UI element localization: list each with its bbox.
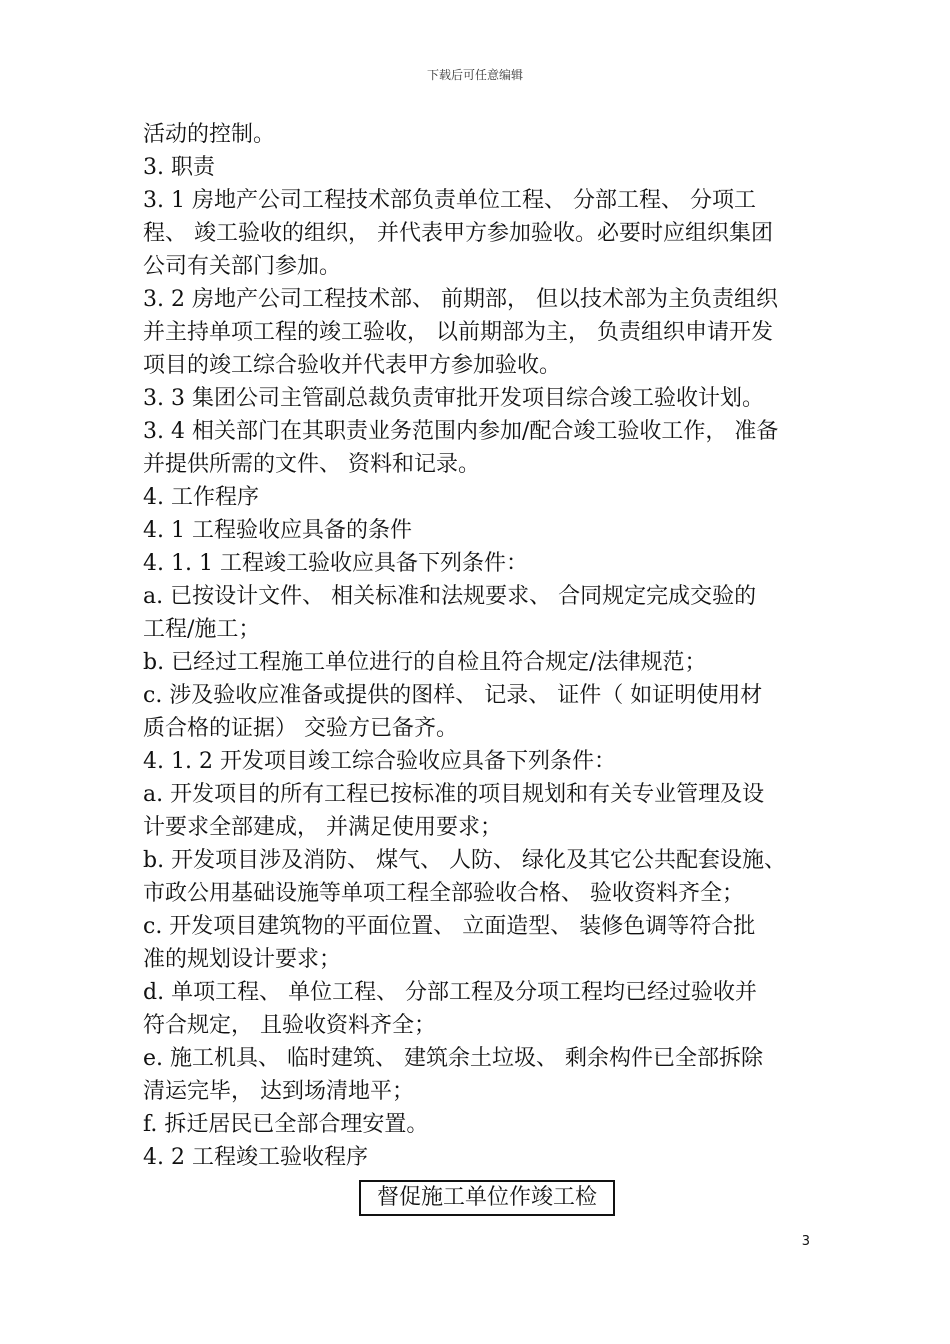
text-line: e. 施工机具、 临时建筑、 建筑余土垃圾、 剩余构件已全部拆除 (143, 1046, 763, 1071)
text-line: 程、 竣工验收的组织， 并代表甲方参加验收。必要时应组织集团 (143, 221, 773, 246)
section-heading: 4. 1. 1 工程竣工验收应具备下列条件： (143, 551, 528, 576)
text-line: 3. 4 相关部门在其职责业务范围内参加/配合竣工验收工作， 准备 (143, 419, 779, 444)
section-heading: 4. 工作程序 (143, 485, 259, 510)
section-heading: 4. 1 工程验收应具备的条件 (143, 518, 412, 543)
text-line: 活动的控制。 (143, 122, 276, 147)
text-line: a. 已按设计文件、 相关标准和法规要求、 合同规定完成交验的 (143, 584, 757, 609)
text-line: 市政公用基础设施等单项工程全部验收合格、 验收资料齐全； (143, 881, 744, 906)
text-line: 计要求全部建成， 并满足使用要求； (143, 815, 502, 840)
text-line: b. 开发项目涉及消防、 煤气、 人防、 绿化及其它公共配套设施、 (143, 848, 787, 873)
page-header: 下载后可任意编辑 (426, 68, 523, 82)
text-line: f. 拆迁居民已全部合理安置。 (143, 1112, 429, 1137)
text-line: a. 开发项目的所有工程已按标准的项目规划和有关专业管理及设 (143, 782, 765, 807)
text-line: 并主持单项工程的竣工验收， 以前期部为主， 负责组织申请开发 (143, 320, 773, 345)
text-line: c. 开发项目建筑物的平面位置、 立面造型、 装修色调等符合批 (143, 914, 756, 939)
text-line: 符合规定， 且验收资料齐全； (143, 1013, 436, 1038)
section-heading: 3. 职责 (143, 155, 215, 180)
text-line: 质合格的证据） 交验方已备齐。 (143, 716, 458, 741)
flowchart-step-box: 督促施工单位作竣工检 (359, 1180, 615, 1216)
text-line: 准的规划设计要求； (143, 947, 342, 972)
page-number: 3 (801, 1234, 810, 1249)
text-line: 3. 3 集团公司主管副总裁负责审批开发项目综合竣工验收计划。 (143, 386, 764, 411)
text-line: 清运完毕， 达到场清地平； (143, 1079, 414, 1104)
text-line: 项目的竣工综合验收并代表甲方参加验收。 (143, 353, 562, 378)
text-line: 并提供所需的文件、 资料和记录。 (143, 452, 480, 477)
text-line: 3. 2 房地产公司工程技术部、 前期部， 但以技术部为主负责组织 (143, 287, 778, 312)
text-line: c. 涉及验收应准备或提供的图样、 记录、 证件（ 如证明使用材 (143, 683, 763, 708)
section-heading: 4. 2 工程竣工验收程序 (143, 1145, 368, 1170)
body-text (143, 118, 813, 1174)
text-line: 3. 1 房地产公司工程技术部负责单位工程、 分部工程、 分项工 (143, 188, 756, 213)
text-line: 公司有关部门参加。 (143, 254, 342, 279)
text-line: d. 单项工程、 单位工程、 分部工程及分项工程均已经过验收并 (143, 980, 758, 1005)
section-heading: 4. 1. 2 开发项目竣工综合验收应具备下列条件： (143, 749, 616, 774)
text-line: 工程/施工； (143, 617, 261, 642)
text-line: b. 已经过工程施工单位进行的自检且符合规定/法律规范； (143, 650, 707, 675)
